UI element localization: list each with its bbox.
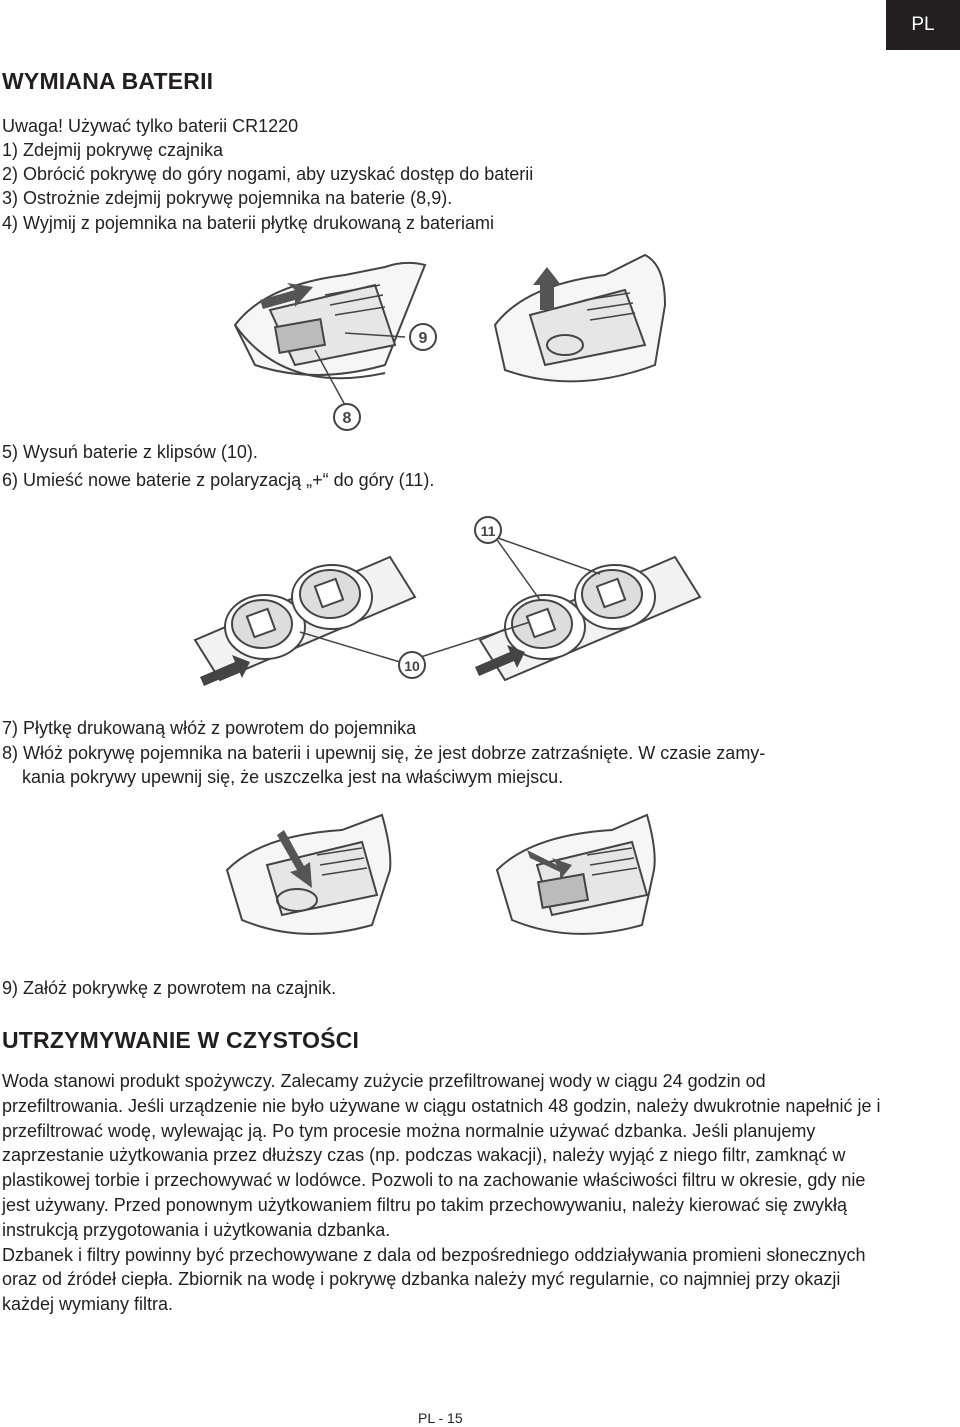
callout-label: 10 bbox=[404, 658, 420, 674]
language-tab: PL bbox=[886, 0, 960, 50]
instruction-line: kania pokrywy upewnij się, że uszczelka jest na właściwym miejscu. bbox=[22, 767, 564, 787]
instruction-line: 7) Płytkę drukowaną włóż z powrotem do pojemnika bbox=[2, 718, 417, 738]
paragraph: Woda stanowi produkt spożywczy. Zalecamy zużycie przefiltrowanej wody w ciągu 24 godzin od przefiltrowania. Jeśli urządzenie nie było używane w ciągu ostatnich 48 godzin, należy dwukrotnie napełnić je i przefiltrować wodę, wylewając ją. Po tym procesie można normalnie używać dzbanka. Jeśli planujemy zaprzestanie użytkowania przez dłuższy czas (np. podczas wakacji), należy wyjąć z niego filtr, zamknąć w plastikowej torbie i przechowywać w lodówce. Pozwoli to na zachowanie właściwości filtru w okresie, gdy nie jest używany. Przed ponownym użytkowaniem filtru po takim przechowywaniu, należy kierować się zwykłą instrukcją przygotowania i użytkowania dzbanka. bbox=[2, 1071, 881, 1240]
instruction-line: 6) Umieść nowe baterie z polaryzacją „+“ do góry (11). bbox=[2, 470, 435, 490]
callout-label: 11 bbox=[480, 523, 496, 539]
instruction-line: Uwaga! Używać tylko baterii CR1220 bbox=[2, 116, 299, 136]
section-title-cleaning: UTRZYMYWANIE W CZYSTOŚCI bbox=[2, 1027, 360, 1053]
instruction-line: 5) Wysuń baterie z klipsów (10). bbox=[2, 442, 258, 462]
battery-cover-install-illustration bbox=[222, 810, 672, 960]
paragraph: Dzbanek i filtry powinny być przechowywane z dala od bezpośredniego oddziaływania promieni słonecznych oraz od źródeł ciepła. Zbiornik na wodę i pokrywę dzbanka należy myć regularnie, co najmniej przy okazji każdej wymiany filtra. bbox=[2, 1244, 866, 1315]
battery-cover-removal-illustration bbox=[225, 245, 675, 435]
cleaning-text bbox=[2, 1069, 882, 1317]
instruction-line: 3) Ostrożnie zdejmij pokrywę pojemnika na baterie (8,9). bbox=[2, 188, 453, 208]
page-number: PL - 15 bbox=[418, 1410, 463, 1426]
battery-replacement-illustration bbox=[190, 512, 710, 697]
callout-label: 9 bbox=[418, 330, 428, 347]
instruction-line: 1) Zdejmij pokrywę czajnika bbox=[2, 140, 224, 160]
section-title-battery: WYMIANA BATERII bbox=[2, 68, 214, 94]
instruction-line: 8) Włóż pokrywę pojemnika na baterii i upewnij się, że jest dobrze zatrzaśnięte. W czasie zamy- bbox=[2, 743, 766, 763]
instruction-line: 9) Załóż pokrywkę z powrotem na czajnik. bbox=[2, 978, 337, 998]
instruction-line: 2) Obrócić pokrywę do góry nogami, aby uzyskać dostęp do baterii bbox=[2, 164, 534, 184]
instruction-line: 4) Wyjmij z pojemnika na baterii płytkę drukowaną z bateriami bbox=[2, 213, 495, 233]
callout-label: 8 bbox=[342, 410, 352, 427]
